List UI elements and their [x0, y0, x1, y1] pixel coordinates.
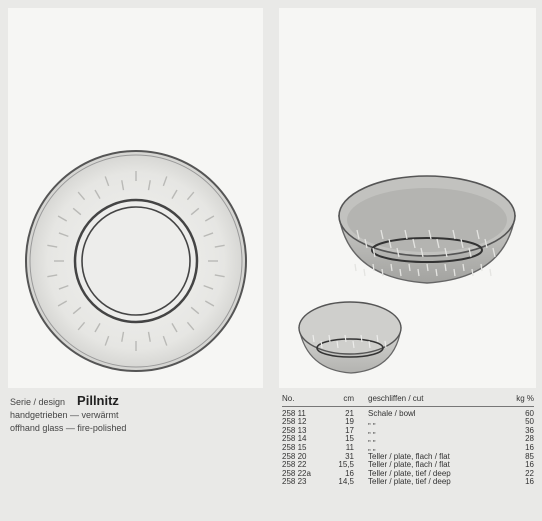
table-row: 258 20 31 Teller / plate, flach / flat 85: [282, 451, 534, 461]
small-bowl: [299, 302, 401, 373]
caption-line-en: offhand glass — fire-polished: [10, 423, 127, 433]
table-row: 258 15 11 „ „ 16: [282, 442, 534, 452]
table-row: 258 13 17 „ „ 36: [282, 425, 534, 435]
table-row: 258 22a 16 Teller / plate, tief / deep 22: [282, 468, 534, 478]
table-row: 258 22 15,5 Teller / plate, flach / flat 16: [282, 460, 534, 470]
table-row: 258 12 19 „ „ 50: [282, 417, 534, 427]
series-title: Pillnitz: [77, 393, 119, 408]
bowls-photo: [279, 8, 536, 388]
series-label: Serie / design: [10, 397, 66, 407]
table-row: 258 11 21 Schale / bowl 60: [282, 408, 534, 418]
table-body: [282, 410, 534, 487]
table-row: 258 14 15 „ „ 28: [282, 434, 534, 444]
series-caption: [10, 395, 260, 434]
plate-photo: [8, 8, 263, 388]
product-table: [282, 395, 534, 487]
caption-line-de: handgetrieben — verwärmt: [10, 410, 119, 420]
plate-illustration: [8, 8, 263, 388]
header-cm: cm: [343, 394, 354, 403]
table-header: [282, 395, 534, 407]
large-bowl: [339, 176, 515, 283]
header-no: No.: [282, 394, 295, 403]
table-row: 258 23 14,5 Teller / plate, tief / deep 16: [282, 477, 534, 487]
header-kg: kg %: [516, 394, 534, 403]
plate-well-ring: [75, 200, 197, 322]
bowls-illustration: [279, 8, 536, 388]
header-desc: geschliffen / cut: [368, 394, 424, 403]
